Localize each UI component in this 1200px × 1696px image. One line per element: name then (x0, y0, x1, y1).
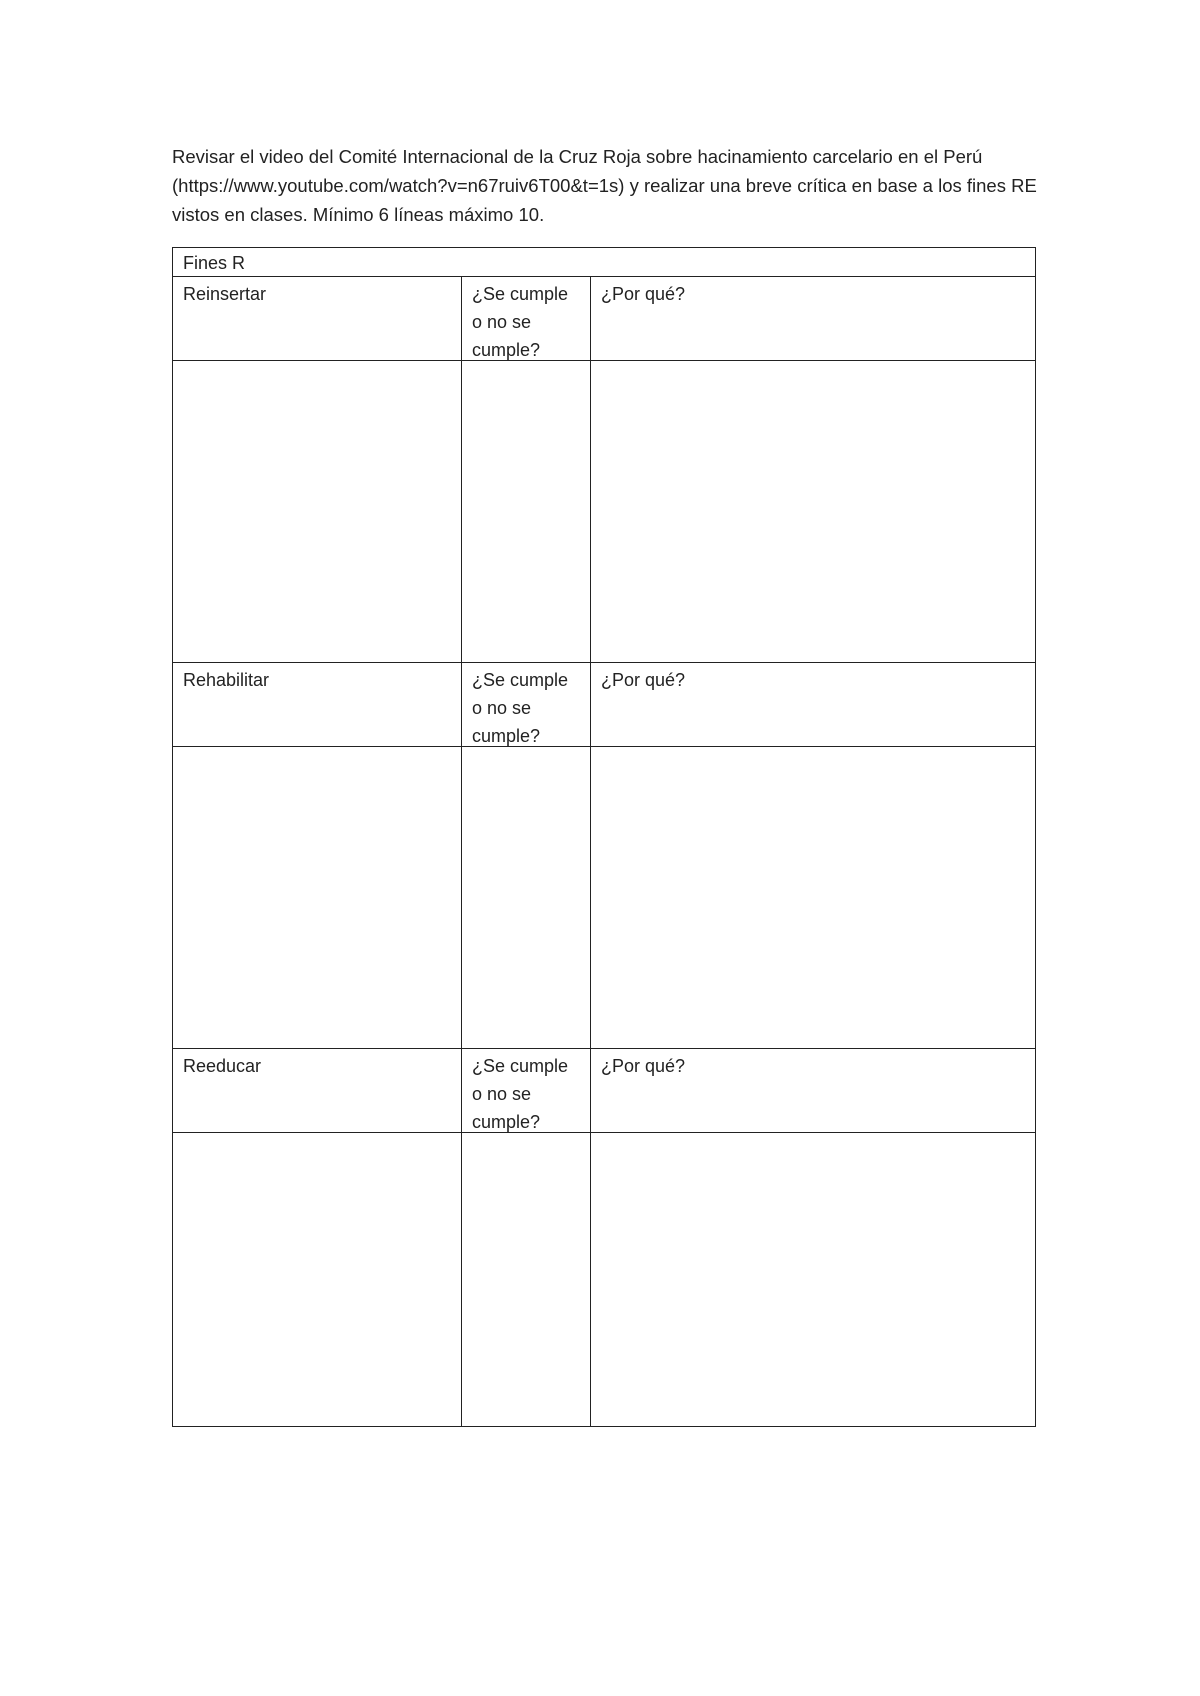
section-answer-row (173, 747, 1035, 1048)
fin-label: Reinsertar (183, 284, 267, 304)
answer-cell[interactable] (173, 1133, 461, 1425)
answer-cell[interactable] (591, 747, 1035, 1048)
instructions-text: Revisar el video del Comité Internacional de la Cruz Roja sobre hacinamiento carcelario en el Perú (https://www.youtube.com/watch?v=n67ruiv6T00&t=1s) y realizar una breve crítica en base a los fines RE vistos en clases. Mínimo 6 líneas máximo 10. (172, 146, 1037, 225)
compliance-question: ¿Se cumple o no se cumple? (472, 1056, 569, 1132)
fines-table (172, 247, 1036, 1427)
answer-cell[interactable] (591, 361, 1035, 662)
answer-cell[interactable] (462, 361, 590, 662)
section-header-row (173, 1049, 1035, 1132)
column-divider (590, 276, 591, 1426)
table-title: Fines R (183, 253, 246, 273)
fin-label: Rehabilitar (183, 670, 270, 690)
table-title-row (173, 248, 1035, 276)
section-header-row (173, 277, 1035, 360)
answer-cell[interactable] (173, 361, 461, 662)
answer-cell[interactable] (591, 1133, 1035, 1425)
answer-cell[interactable] (462, 747, 590, 1048)
section-answer-row (173, 361, 1035, 662)
section-answer-row (173, 1133, 1035, 1425)
why-question: ¿Por qué? (601, 284, 686, 304)
compliance-question: ¿Se cumple o no se cumple? (472, 284, 569, 360)
why-question: ¿Por qué? (601, 670, 686, 690)
answer-cell[interactable] (173, 747, 461, 1048)
column-divider (461, 276, 462, 1426)
compliance-question: ¿Se cumple o no se cumple? (472, 670, 569, 746)
section-header-row (173, 663, 1035, 746)
why-question: ¿Por qué? (601, 1056, 686, 1076)
answer-cell[interactable] (462, 1133, 590, 1425)
fin-label: Reeducar (183, 1056, 262, 1076)
